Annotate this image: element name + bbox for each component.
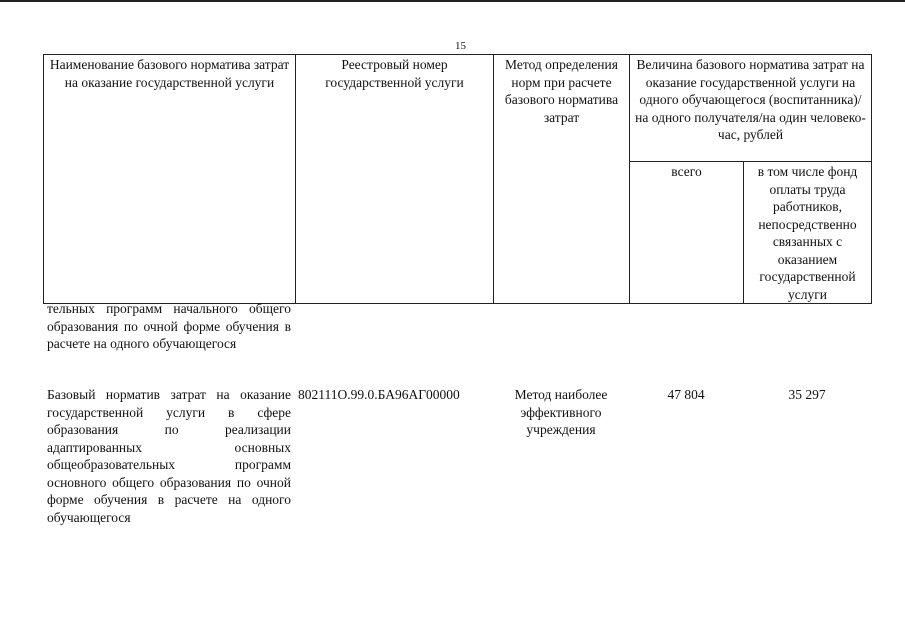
row-registry-number: 802111О.99.0.БА96АГ00000 [298, 387, 460, 402]
top-border-line [0, 0, 905, 2]
row-service-name: Базовый норматив затрат на оказание государственной услуги в сфере образования по реализации адаптированных основных общеобразовательных программ основного общего образования по очной форме обучения в расчете на одного обучающегося [47, 387, 291, 525]
header-registry-column: Реестровый номер государственной услуги [296, 55, 494, 304]
header-value-column: Величина базового норматива затрат на оказание государственной услуги на одного обучающегося (воспитанника)/на одного получателя/на один человеко-час, рублей [630, 55, 872, 162]
table-header [43, 54, 872, 304]
page-number: 15 [455, 40, 466, 52]
table-row [0, 386, 905, 526]
header-name-column: Наименование базового норматива затрат на оказание государственной услуги [44, 55, 296, 304]
continued-service-name: тельных программ начального общего образования по очной форме обучения в расчете на одного обучающегося [47, 301, 291, 351]
row-method: Метод наиболее эффективного учреждения [514, 387, 608, 437]
row-total-value: 47 804 [667, 387, 705, 402]
header-total-column: всего [630, 162, 744, 304]
row-fund-value: 35 297 [788, 387, 826, 402]
header-fund-column: в том числе фонд оплаты труда работников, непосредственно связанных с оказанием государственной услуги [744, 162, 872, 304]
header-method-column: Метод определения норм при расчете базового норматива затрат [494, 55, 630, 304]
